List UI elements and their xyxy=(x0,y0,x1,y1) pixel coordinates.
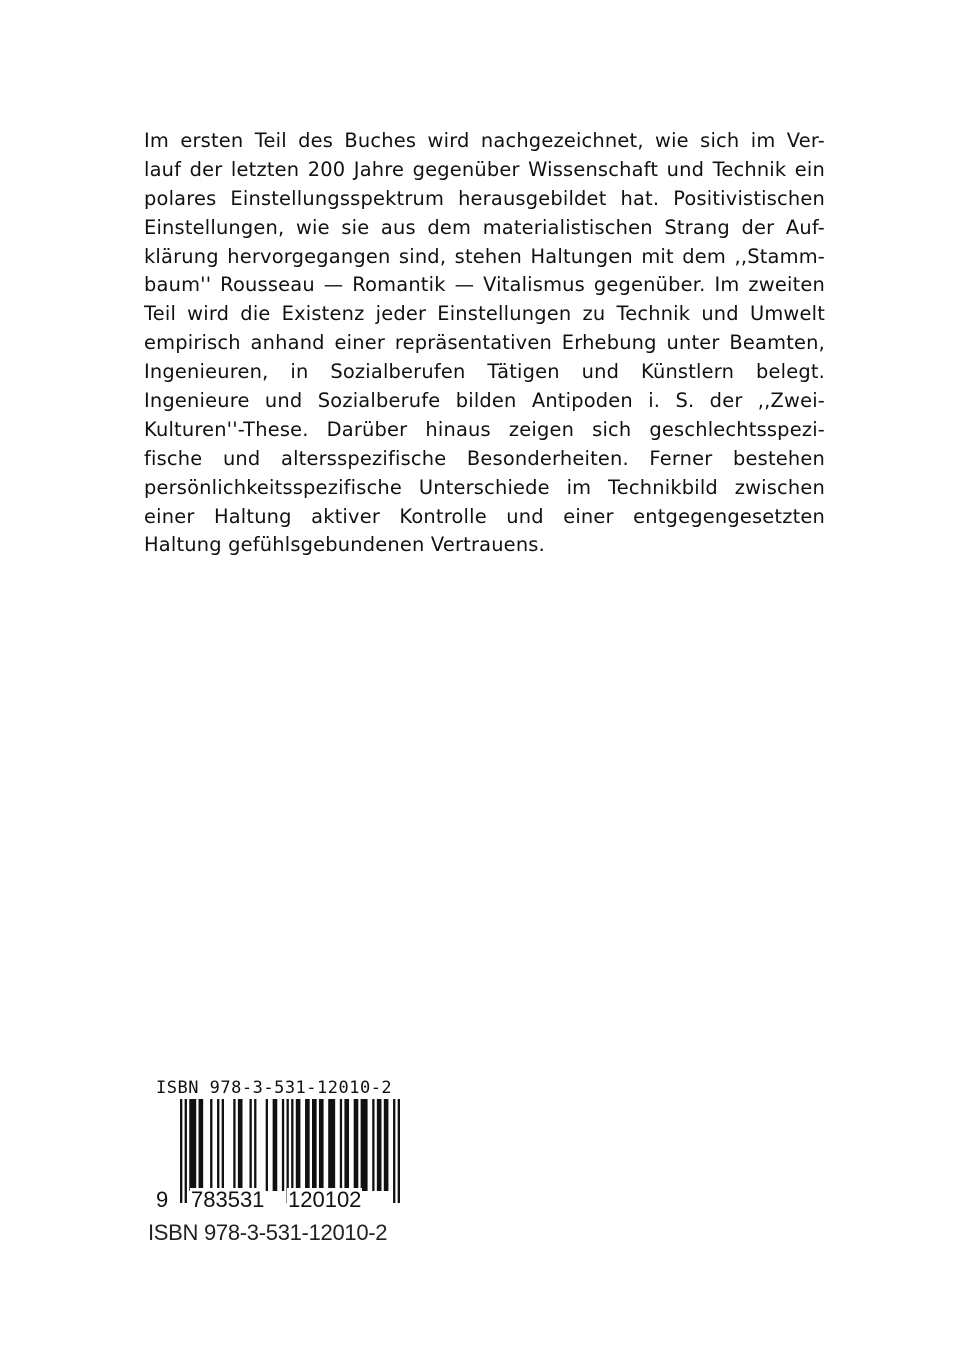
barcode-bar xyxy=(296,1099,301,1191)
barcode-guard-bar xyxy=(393,1099,395,1203)
blurb-line: polares Einstellungsspektrum herausgebildet hat. Positivistischen xyxy=(144,186,825,210)
barcode-bar xyxy=(266,1099,268,1191)
barcode-bar xyxy=(340,1099,342,1191)
barcode-bar xyxy=(354,1099,359,1191)
barcode-bar xyxy=(319,1099,324,1191)
barcode-bar xyxy=(384,1099,389,1191)
barcode-bar xyxy=(372,1099,374,1191)
blurb-line: persönlichkeitsspezifische Unterschiede im Technikbild zwischen xyxy=(144,475,825,499)
blurb-line: Im ersten Teil des Buches wird nachgezeichnet, wie sich im Ver- xyxy=(144,129,825,152)
barcode-bar xyxy=(199,1099,204,1191)
barcode-bar xyxy=(273,1099,278,1191)
barcode-bar xyxy=(305,1099,310,1191)
blurb-line: lauf der letzten 200 Jahre gegenüber Wissenschaft und Technik ein xyxy=(144,157,825,181)
barcode-bar xyxy=(210,1099,212,1191)
barcode-guard-bar xyxy=(398,1099,400,1203)
barcode-guard-bar xyxy=(180,1099,182,1203)
barcode-bar xyxy=(233,1099,235,1191)
barcode-bar xyxy=(238,1099,243,1191)
barcode-digits-left: 783531 xyxy=(191,1187,265,1212)
isbn-label-bottom: ISBN 978-3-531-12010-2 xyxy=(148,1220,388,1245)
barcode-bar xyxy=(328,1099,335,1191)
blurb-line: Teil wird die Existenz jeder Einstellungen zu Technik und Umwelt xyxy=(144,302,825,326)
barcode-bar xyxy=(312,1099,317,1191)
isbn-label-top: ISBN 978-3-531-12010-2 xyxy=(156,1078,393,1098)
blurb-line: klärung hervorgegangen sind, stehen Haltungen mit dem ,,Stamm- xyxy=(144,244,825,268)
barcode-bar xyxy=(254,1099,256,1191)
blurb-line: einer Haltung aktiver Kontrolle und einer entgegengesetzten xyxy=(144,504,825,528)
blurb-line: Haltung gefühlsgebundenen Vertrauens. xyxy=(144,533,545,557)
barcode-bar xyxy=(282,1099,284,1191)
barcode-guard-bar xyxy=(185,1099,187,1203)
back-cover-blurb xyxy=(144,127,825,560)
blurb-line: empirisch anhand einer repräsentativen Erhebung unter Beamten, xyxy=(144,331,825,355)
blurb-line: baum'' Rousseau — Romantik — Vitalismus gegenüber. Im zweiten xyxy=(144,273,825,297)
blurb-line: fische und altersspezifische Besonderheiten. Ferner bestehen xyxy=(144,446,825,470)
barcode-bar xyxy=(189,1099,196,1191)
barcode-bar xyxy=(344,1099,349,1191)
barcode-bar xyxy=(377,1099,382,1191)
blurb-line: Ingenieuren, in Sozialberufen Tätigen und Künstlern belegt. xyxy=(144,360,825,384)
barcode-digits-right: 120102 xyxy=(288,1187,362,1212)
barcode-bar xyxy=(222,1099,224,1191)
blurb-line: Kulturen''-These. Darüber hinaus zeigen sich geschlechtsspezi- xyxy=(144,417,825,441)
barcode-bar xyxy=(249,1099,251,1191)
barcode-bar xyxy=(361,1099,368,1191)
barcode-bar xyxy=(217,1099,219,1191)
blurb-line: Ingenieure und Sozialberufe bilden Antipoden i. S. der ,,Zwei- xyxy=(144,389,825,413)
barcode-digit-first: 9 xyxy=(156,1187,169,1212)
blurb-line: Einstellungen, wie sie aus dem materialistischen Strang der Auf- xyxy=(144,215,825,239)
